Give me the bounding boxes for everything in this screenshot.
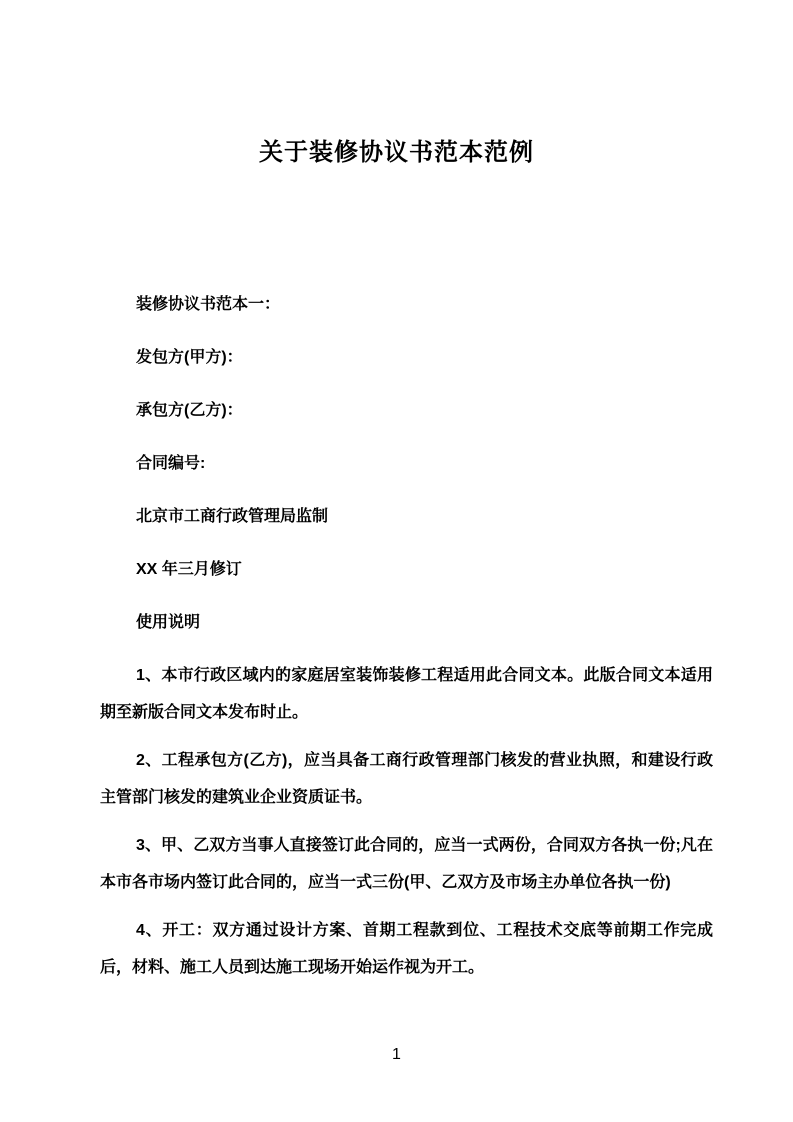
meta-line-party-a: 发包方(甲方)： — [136, 349, 243, 366]
meta-line-template-name: 装修协议书范本一： — [136, 296, 281, 313]
document-title: 关于装修协议书范本范例 — [259, 139, 534, 166]
paragraph-3: 3、甲、乙双方当事人直接签订此合同的，应当一式两份，合同双方各执一份;凡在本市各市场内签订此合同的，应当一式三份(甲、乙双方及市场主办单位各执一份) — [100, 837, 713, 891]
meta-line-party-b: 承包方(乙方)： — [136, 402, 243, 419]
document-meta-block — [0, 286, 793, 641]
meta-line-usage-heading: 使用说明 — [136, 614, 201, 631]
paragraph-4: 4、开工：双方通过设计方案、首期工程款到位、工程技术交底等前期工作完成后，材料、施工人员到达施工现场开始运作视为开工。 — [100, 922, 713, 976]
document-body — [0, 657, 793, 986]
paragraph-2: 2、工程承包方(乙方)，应当具备工商行政管理部门核发的营业执照，和建设行政主管部门核发的建筑业企业资质证书。 — [100, 752, 713, 806]
meta-line-contract-number: 合同编号: — [136, 455, 206, 472]
paragraph-1: 1、本市行政区域内的家庭居室装饰装修工程适用此合同文本。此版合同文本适用期至新版合同文本发布时止。 — [100, 667, 713, 721]
meta-line-revision-date: XX 年三月修订 — [136, 561, 242, 578]
meta-line-supervisor: 北京市工商行政管理局监制 — [136, 508, 329, 525]
page-number: 1 — [392, 1046, 401, 1063]
